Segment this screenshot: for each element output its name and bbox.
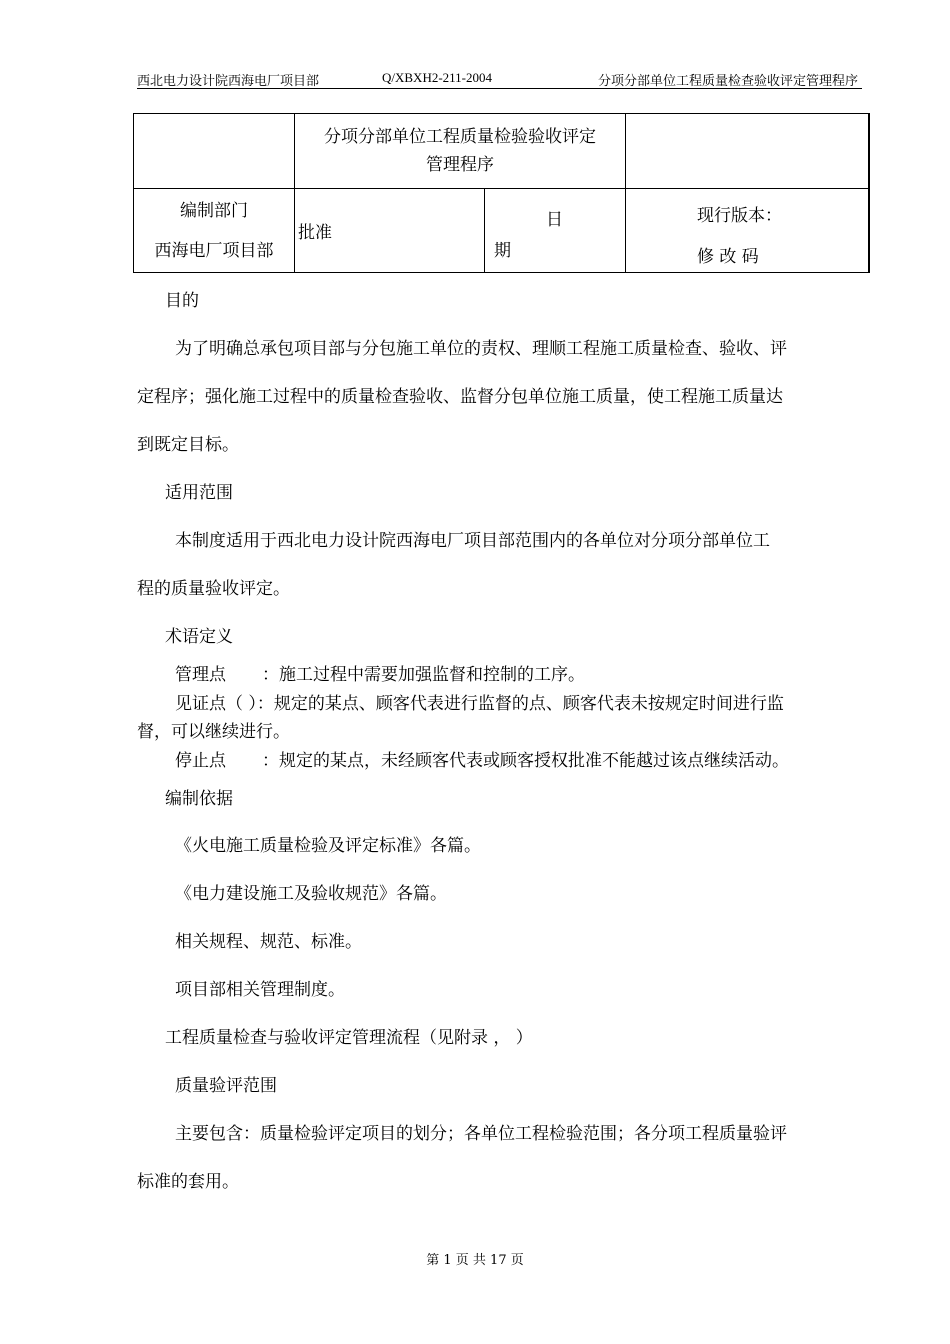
doc-title-line2: 管理程序 — [426, 155, 494, 175]
range-heading: 质量验评范围 — [175, 1076, 277, 1096]
revision-label: 修 改 码 — [697, 247, 759, 267]
page-footer: 第 1 页 共 17 页 — [426, 1253, 524, 1268]
basis-item-3: 相关规程、规范、标准。 — [175, 932, 362, 952]
scope-heading: 适用范围 — [165, 483, 233, 503]
version-label: 现行版本： — [697, 206, 782, 226]
terms-heading: 术语定义 — [165, 627, 233, 647]
info-cell-approve — [295, 189, 485, 273]
range-line2: 标准的套用。 — [137, 1172, 239, 1192]
range-line1: 主要包含：质量检验评定项目的划分；各单位工程检验范围；各分项工程质量验评 — [175, 1124, 787, 1144]
term3-name: 停止点 — [175, 751, 226, 771]
info-cell-empty-right — [626, 114, 870, 189]
basis-item-4: 项目部相关管理制度。 — [175, 980, 345, 1000]
term2-line2: 督，可以继续进行。 — [137, 722, 290, 742]
doc-title-line1: 分项分部单位工程质量检验验收评定 — [324, 127, 596, 147]
approve-label: 批准 — [298, 223, 332, 243]
info-cell-date — [485, 189, 626, 273]
scope-line2: 程的质量验收评定。 — [137, 579, 290, 599]
term1-name: 管理点 — [175, 665, 226, 685]
date-label-2: 期 — [494, 241, 511, 261]
info-cell-empty-left — [134, 114, 295, 189]
header-org: 西北电力设计院西海电厂项目部 — [137, 74, 320, 89]
document-info-table — [133, 113, 870, 273]
flow-heading: 工程质量检查与验收评定管理流程（见附录 ， ） — [165, 1028, 533, 1048]
term3-definition: ：规定的某点，未经顾客代表或顾客授权批准不能越过该点继续活动。 — [262, 751, 789, 771]
info-cell-dept — [134, 189, 295, 273]
header-doc-name: 分项分部单位工程质量检查验收评定管理程序 — [597, 74, 858, 89]
date-label-1: 日 — [546, 210, 563, 230]
term2-line1: 见证点（ ）：规定的某点、顾客代表进行监督的点、顾客代表未按规定时间进行监 — [175, 694, 784, 714]
purpose-line2: 定程序；强化施工过程中的质量检查验收、监督分包单位施工质量，使工程施工质量达 — [137, 387, 783, 407]
info-cell-title — [295, 114, 626, 189]
scope-line1: 本制度适用于西北电力设计院西海电厂项目部范围内的各单位对分项分部单位工 — [175, 531, 770, 551]
page-header — [137, 68, 862, 89]
term1-definition: ：施工过程中需要加强监督和控制的工序。 — [262, 665, 585, 685]
dept-value: 西海电厂项目部 — [154, 240, 274, 261]
purpose-heading: 目的 — [165, 291, 199, 311]
basis-heading: 编制依据 — [165, 789, 233, 809]
purpose-line1: 为了明确总承包项目部与分包施工单位的责权、理顺工程施工质量检查、验收、评 — [175, 339, 787, 359]
basis-item-2: 《电力建设施工及验收规范》各篇。 — [175, 884, 447, 904]
header-doc-code: Q/XBXH2-211-2004 — [382, 70, 493, 85]
info-cell-version — [626, 189, 870, 273]
purpose-line3: 到既定目标。 — [137, 435, 239, 455]
basis-item-1: 《火电施工质量检验及评定标准》各篇。 — [175, 836, 481, 856]
dept-label: 编制部门 — [180, 200, 248, 221]
